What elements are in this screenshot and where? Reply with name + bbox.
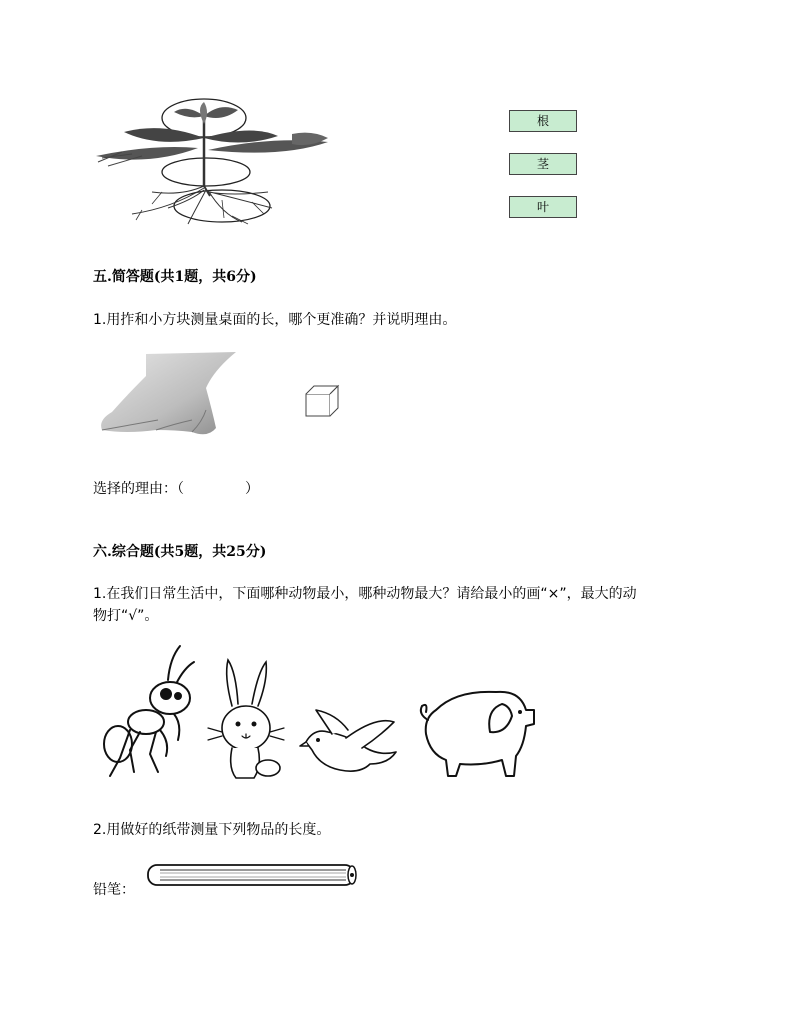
answer-prompt: 选择的理由：（ (93, 481, 184, 497)
section5-q1-text: 1.用拃和小方块测量桌面的长，哪个更准确？并说明理由。 (93, 312, 457, 328)
section6-q1-line2: 物打“√”。 (93, 608, 159, 624)
plant-illustration (92, 96, 332, 226)
pig-drawing[interactable] (416, 684, 540, 780)
rabbit-drawing[interactable] (206, 656, 286, 782)
pencil-drawing (146, 862, 362, 888)
plant-label-leaf[interactable]: 叶 (509, 196, 577, 218)
plant-label-stem[interactable]: 茎 (509, 153, 577, 175)
hand-illustration (96, 350, 246, 440)
section6-q2-text: 2.用做好的纸带测量下列物品的长度。 (93, 822, 331, 838)
bird-drawing[interactable] (300, 708, 400, 778)
section6-q1-line1: 1.在我们日常生活中，下面哪种动物最小，哪种动物最大？请给最小的画“×”，最大的动 (93, 586, 637, 602)
pencil-label: 铅笔： (93, 882, 135, 898)
plant-label-root[interactable]: 根 (509, 110, 577, 132)
section5-heading: 五.简答题(共1题，共6分) (93, 269, 257, 285)
ant-drawing[interactable] (100, 644, 195, 780)
cube-icon (304, 384, 340, 418)
section6-heading: 六.综合题(共5题，共25分) (93, 544, 267, 560)
answer-blank[interactable] (205, 478, 245, 496)
answer-close: ） (245, 481, 259, 497)
